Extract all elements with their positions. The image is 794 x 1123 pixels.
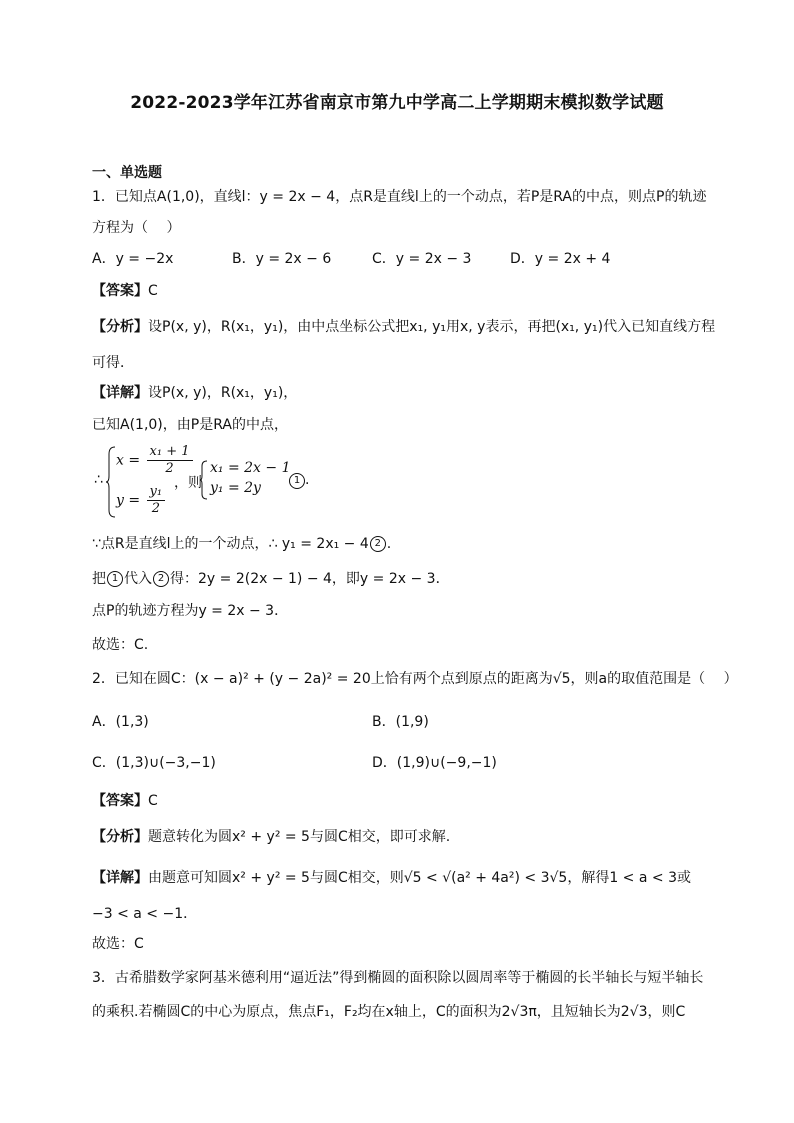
page-title: 2022-2023学年江苏省南京市第九中学高二上学期期末模拟数学试题	[130, 93, 664, 113]
eq-y1: y₁ = 2y	[210, 480, 261, 496]
eq-x-numerator: x₁ + 1	[147, 444, 193, 461]
section-heading: 一、单选题	[92, 165, 162, 181]
circled-one-icon: 1	[289, 473, 305, 489]
detail-tag: 【详解】	[92, 385, 148, 401]
eq-then: ，则	[174, 475, 202, 491]
eq-x-left: x =	[116, 452, 141, 469]
q1-detail-line3: ∵点R是直线l上的一个动点，∴ y₁ = 2x₁ − 4 2 .	[92, 536, 392, 552]
left-brace-icon	[106, 446, 116, 518]
q1-answer	[92, 282, 158, 300]
detail-tag: 【详解】	[92, 870, 148, 886]
detail-line3-text: ∵点R是直线l上的一个动点，∴ y₁ = 2x₁ − 4	[92, 536, 369, 552]
q1-option-a: A．y = −2x	[92, 251, 174, 267]
eq-y-row	[116, 484, 167, 517]
eq-y-numerator: y₁	[147, 484, 166, 501]
q1-stem-line2: 方程为（ ）	[92, 220, 181, 236]
detail-text: 由题意可知圆x² + y² = 5与圆C相交，则√5 < √(a² + 4a²) < 3√5，解得1 < a < 3或	[148, 870, 691, 886]
analysis-tag: 【分析】	[92, 829, 148, 845]
q2-analysis	[92, 828, 450, 846]
eq-period: .	[305, 472, 310, 488]
q2-answer	[92, 792, 158, 810]
answer-value: C	[148, 793, 158, 809]
answer-tag: 【答案】	[92, 793, 148, 809]
q1-detail-line1	[92, 384, 297, 402]
q1-analysis-line1	[92, 318, 715, 336]
therefore-symbol: ∴	[94, 472, 103, 488]
q1-option-c: C．y = 2x − 3	[372, 251, 472, 267]
q1-equation-system	[92, 444, 432, 520]
q2-detail-line1	[92, 869, 691, 887]
eq-y-left: y =	[116, 492, 141, 509]
q2-option-d: D．(1,9)∪(−9,−1)	[372, 755, 497, 771]
q1-detail-line4	[92, 570, 450, 588]
detail-line4-part3: 得：2y = 2(2x − 1) − 4，即y = 2x − 3．	[170, 571, 450, 587]
q2-option-a: A．(1,3)	[92, 714, 149, 730]
q1-stem-line1: 1．已知点A(1,0)，直线l：y = 2x − 4，点R是直线l上的一个动点，若P是RA的中点，则点P的轨迹	[92, 189, 707, 205]
q1-option-d: D．y = 2x + 4	[510, 251, 611, 267]
analysis-tag: 【分析】	[92, 319, 148, 335]
q2-option-b: B．(1,9)	[372, 714, 429, 730]
eq-y-denominator: 2	[151, 501, 160, 516]
answer-tag: 【答案】	[92, 283, 148, 299]
detail-text: 设P(x, y)，R(x₁，y₁)，	[148, 385, 298, 401]
right-system-brace-icon	[200, 460, 208, 500]
detail-line4-part1: 把	[92, 571, 106, 587]
q2-option-c: C．(1,3)∪(−3,−1)	[92, 755, 216, 771]
q3-stem-line2: 的乘积.若椭圆C的中心为原点，焦点F₁，F₂均在x轴上，C的面积为2√3π，且短轴长为2√3，则C	[92, 1004, 686, 1020]
eq-x-denominator: 2	[165, 461, 174, 476]
q1-option-b: B．y = 2x − 6	[232, 251, 332, 267]
q2-detail-line2: −3 < a < −1．	[92, 906, 198, 922]
analysis-text: 设P(x, y)，R(x₁，y₁)，由中点坐标公式把x₁, y₁用x, y表示，再把(x₁, y₁)代入已知直线方程	[148, 319, 716, 335]
q1-detail-line6: 故选：C.	[92, 637, 149, 653]
q3-stem-line1: 3．古希腊数学家阿基米德利用“逼近法”得到椭圆的面积除以圆周率等于椭圆的长半轴长与短半轴长	[92, 970, 704, 986]
answer-value: C	[148, 283, 158, 299]
q1-detail-line2: 已知A(1,0)，由P是RA的中点，	[92, 417, 288, 433]
circled-two-icon: 2	[153, 571, 169, 587]
eq-x1: x₁ = 2x − 1	[210, 460, 291, 476]
analysis-text: 题意转化为圆x² + y² = 5与圆C相交，即可求解.	[148, 829, 451, 845]
q1-analysis-line2: 可得．	[92, 355, 134, 371]
q2-detail-line3: 故选：C	[92, 936, 144, 952]
circled-one-icon: 1	[107, 571, 123, 587]
q1-detail-line5: 点P的轨迹方程为y = 2x − 3．	[92, 603, 289, 619]
q2-stem-line1: 2．已知在圆C：(x − a)² + (y − 2a)² = 20上恰有两个点到原点的距离为√5，则a的取值范围是（ ）	[92, 671, 738, 687]
eq-y-fraction	[147, 484, 166, 517]
detail-line4-part2: 代入	[124, 571, 152, 587]
circled-two-icon: 2	[370, 536, 386, 552]
